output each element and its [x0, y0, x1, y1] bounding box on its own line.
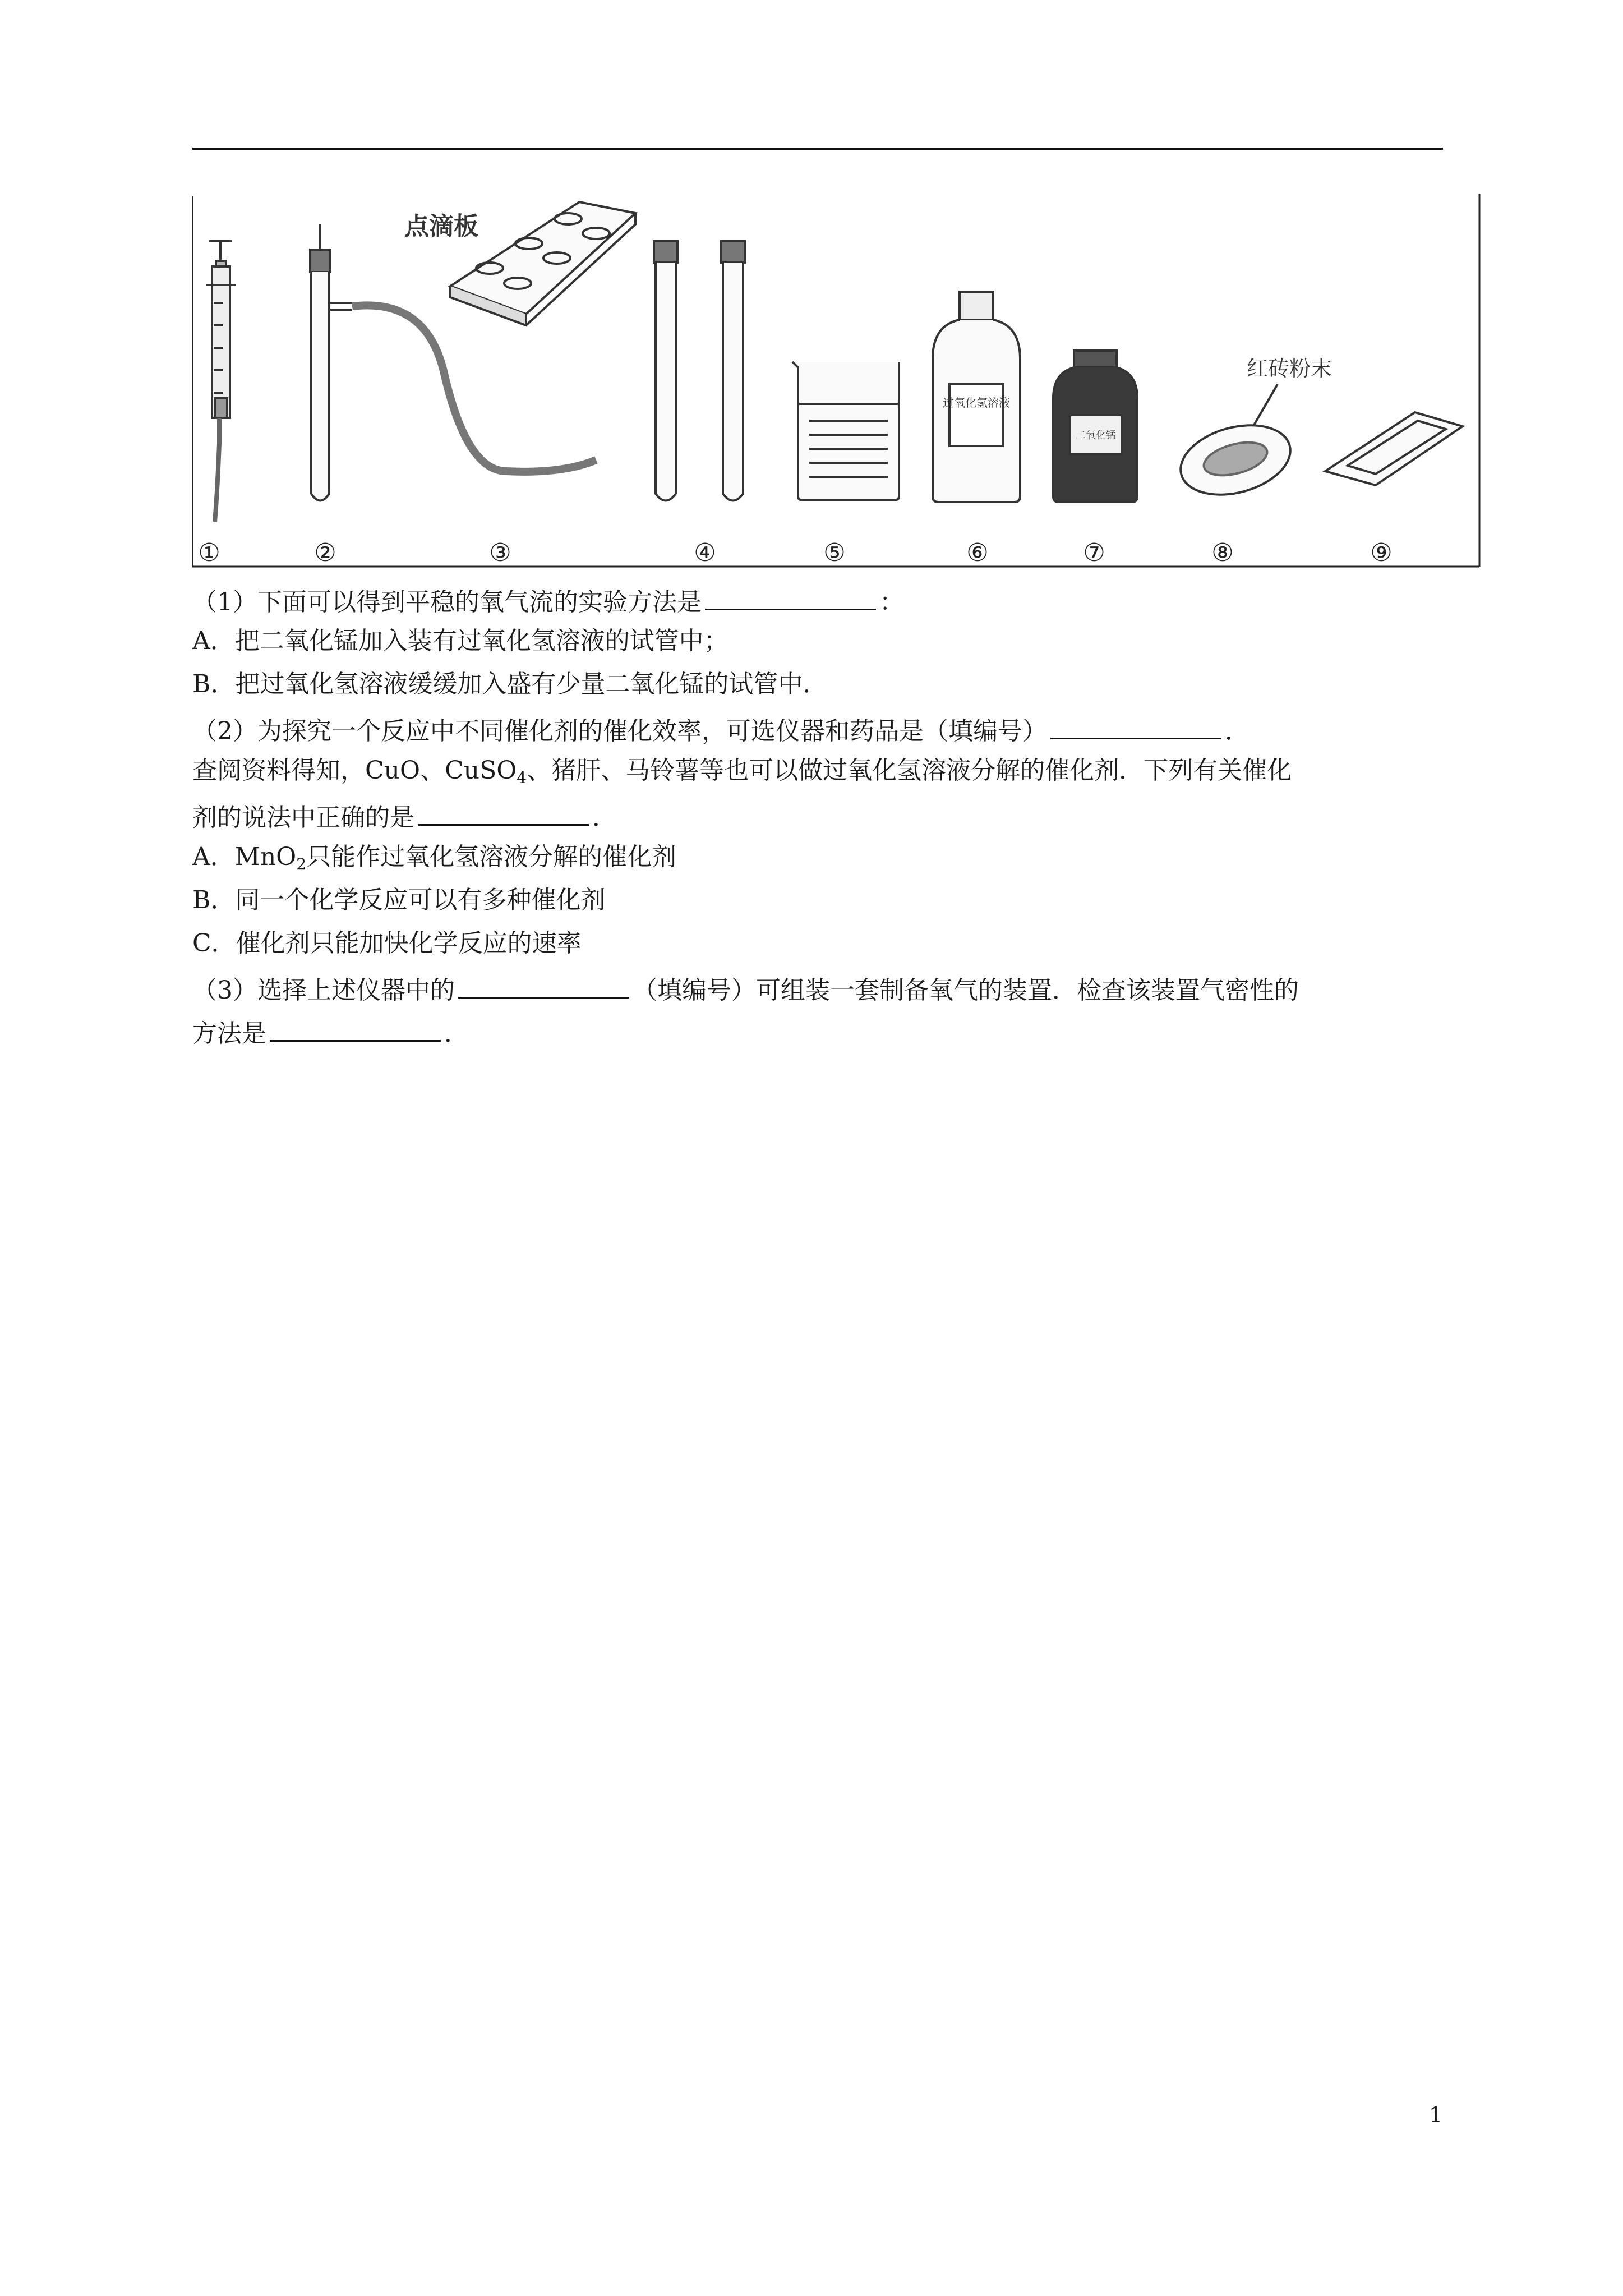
q2-option-c: C．催化剂只能加快化学反应的速率 [192, 929, 582, 958]
page-number: 1 [1429, 2102, 1443, 2127]
q2-info-text-b: 、猪肝、马铃薯等也可以做过氧化氢溶液分解的催化剂．下列有关催化 [527, 756, 1292, 785]
q3-answer-blank-1[interactable] [458, 970, 629, 999]
spot-plate-illustration [404, 202, 635, 325]
q2-option-a-subscript: 2 [296, 855, 307, 873]
q1-option-b: B．把过氧化氢溶液缓缓加入盛有少量二氧化锰的试管中． [192, 670, 828, 698]
beaker-illustration [792, 362, 899, 500]
q1-answer-blank[interactable] [705, 582, 876, 610]
number-1: ① [198, 539, 220, 567]
q3-method-text: 方法是 [192, 1019, 266, 1048]
manganese-dioxide-label: 二氧化锰 [1076, 430, 1116, 441]
figure-numbers [198, 539, 1392, 567]
number-3: ③ [489, 539, 511, 567]
q1-tail: ： [879, 588, 904, 616]
spot-plate-label: 点滴板 [404, 212, 478, 241]
q1-stem-text: （1）下面可以得到平稳的氧气流的实验方法是 [192, 588, 702, 616]
q2-stem-text: （2）为探究一个反应中不同催化剂的催化效率，可选仪器和药品是（填编号） [192, 717, 1047, 746]
number-4: ④ [694, 539, 716, 567]
header-rule [192, 148, 1443, 150]
q3-stem-text: （3）选择上述仪器中的 [192, 976, 455, 1005]
q2-option-a-text-b: 只能作过氧化氢溶液分解的催化剂 [306, 843, 677, 871]
q2-info-text-a: 查阅资料得知，CuO、CuSO [192, 756, 517, 785]
q3-mid-text: （填编号）可组装一套制备氧气的装置．检查该装置气密性的 [633, 976, 1299, 1005]
hydrogen-peroxide-bottle-illustration [933, 292, 1020, 502]
q2-info-subscript: 4 [517, 769, 527, 787]
q2-info-line [192, 754, 1292, 795]
number-7: ⑦ [1083, 539, 1105, 567]
q1-stem [192, 582, 904, 619]
q2-question-tail: ． [592, 803, 617, 832]
q2-option-a [192, 840, 676, 881]
number-2: ② [314, 539, 336, 567]
q2-stem [192, 711, 1249, 748]
q2-answer-blank-1[interactable] [1050, 711, 1221, 739]
syringe-illustration [206, 241, 236, 522]
number-9: ⑨ [1370, 539, 1393, 567]
q3-stem [192, 970, 1299, 1007]
q1-option-a: A．把二氧化锰加入装有过氧化氢溶液的试管中； [192, 627, 728, 655]
q2-question-line [192, 797, 617, 835]
apparatus-figure [192, 191, 1482, 572]
q2-option-a-text-a: A．MnO [192, 843, 297, 871]
number-8: ⑧ [1211, 539, 1234, 567]
number-6: ⑥ [966, 539, 989, 567]
brick-powder-label: 红砖粉末 [1247, 356, 1332, 381]
hydrogen-peroxide-label: 过氧化氢溶液 [943, 396, 1010, 409]
manganese-dioxide-bottle-illustration [1053, 351, 1137, 502]
q3-answer-blank-2[interactable] [270, 1013, 441, 1042]
q2-answer-blank-2[interactable] [418, 797, 589, 826]
number-5: ⑤ [823, 539, 846, 567]
q2-question-text: 剂的说法中正确的是 [192, 803, 414, 832]
q2-option-b: B．同一个化学反应可以有多种催化剂 [192, 886, 606, 914]
filter-paper-packet-illustration [1325, 412, 1463, 485]
q2-tail: ． [1225, 717, 1249, 746]
q3-tail: ． [444, 1019, 469, 1048]
q3-method-line [192, 1013, 469, 1051]
brick-powder-illustration [1173, 356, 1332, 506]
test-tubes-illustration [654, 241, 745, 501]
